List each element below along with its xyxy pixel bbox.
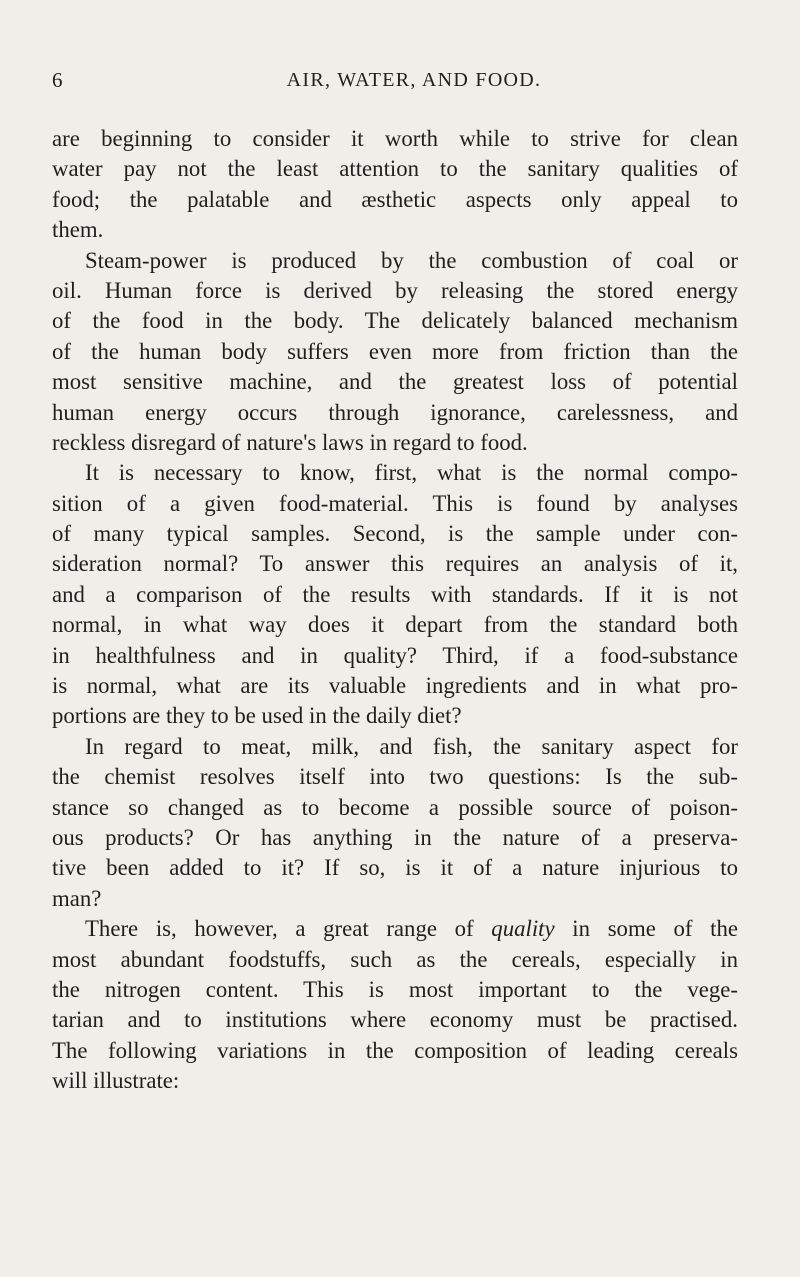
text-line: of the human body suffers even more from friction than the (52, 338, 738, 364)
text-line: Steam-power is produced by the combustion of coal or (85, 247, 738, 273)
running-title: AIR, WATER, AND FOOD. (286, 69, 542, 91)
text-line: food; the palatable and æsthetic aspects only appeal to (52, 186, 738, 212)
text-line: ous products? Or has anything in the nature of a preserva- (52, 824, 738, 850)
text-line: are beginning to consider it worth while to strive for clean (52, 126, 738, 151)
text-line: most abundant foodstuffs, such as the cereals, especially in (52, 946, 738, 972)
text-line: oil. Human force is derived by releasing the stored energy (52, 277, 738, 303)
text-line: the chemist resolves itself into two questions: Is the sub- (52, 764, 738, 790)
text-line: the nitrogen content. This is most important to the vege- (52, 976, 738, 1002)
text-line: reckless disregard of nature's laws in regard to food. (52, 429, 528, 455)
paragraph (52, 914, 738, 1096)
text-line: water pay not the least attention to the sanitary qualities of (52, 156, 738, 182)
page-header (52, 66, 740, 94)
text-line: them. (52, 217, 104, 243)
text-line: It is necessary to know, first, what is the normal compo- (85, 460, 738, 486)
text-line: will illustrate: (52, 1068, 180, 1094)
text-line: In regard to meat, milk, and fish, the sanitary aspect for (85, 733, 738, 759)
text-line: human energy occurs through ignorance, carelessness, and (52, 399, 738, 425)
text-line: portions are they to be used in the daily diet? (52, 703, 462, 729)
text-line: of many typical samples. Second, is the sample under con- (52, 521, 738, 547)
text-line: sition of a given food-material. This is found by analyses (52, 490, 738, 516)
text-line: most sensitive machine, and the greatest loss of potential (52, 369, 738, 395)
text-line: of the food in the body. The delicately balanced mechanism (52, 308, 738, 334)
text-line: tarian and to institutions where economy must be practised. (52, 1007, 738, 1033)
page-number: 6 (52, 68, 63, 92)
paragraph (52, 732, 738, 914)
emphasized-word: quality (491, 916, 555, 942)
paragraph (52, 458, 738, 732)
text-line: man? (52, 885, 102, 911)
text-line: normal, in what way does it depart from the standard both (52, 612, 738, 638)
text-line: and a comparison of the results with standards. If it is not (52, 581, 738, 607)
text-line: is normal, what are its valuable ingredients and in what pro- (52, 673, 738, 699)
text-line: stance so changed as to become a possible source of poison- (52, 794, 738, 820)
paragraph (52, 246, 738, 459)
text-line: in healthfulness and in quality? Third, if a food-substance (52, 642, 738, 668)
text-line: The following variations in the composition of leading cereals (52, 1037, 738, 1063)
paragraph (52, 124, 738, 246)
text-line: tive been added to it? If so, is it of a nature injurious to (52, 855, 738, 881)
body-text (52, 124, 738, 1097)
text-segment: in some of the (554, 916, 738, 942)
text-segment: There is, however, a great range of (85, 916, 492, 942)
text-line: sideration normal? To answer this requires an analysis of it, (52, 551, 738, 577)
text-line (52, 914, 738, 944)
